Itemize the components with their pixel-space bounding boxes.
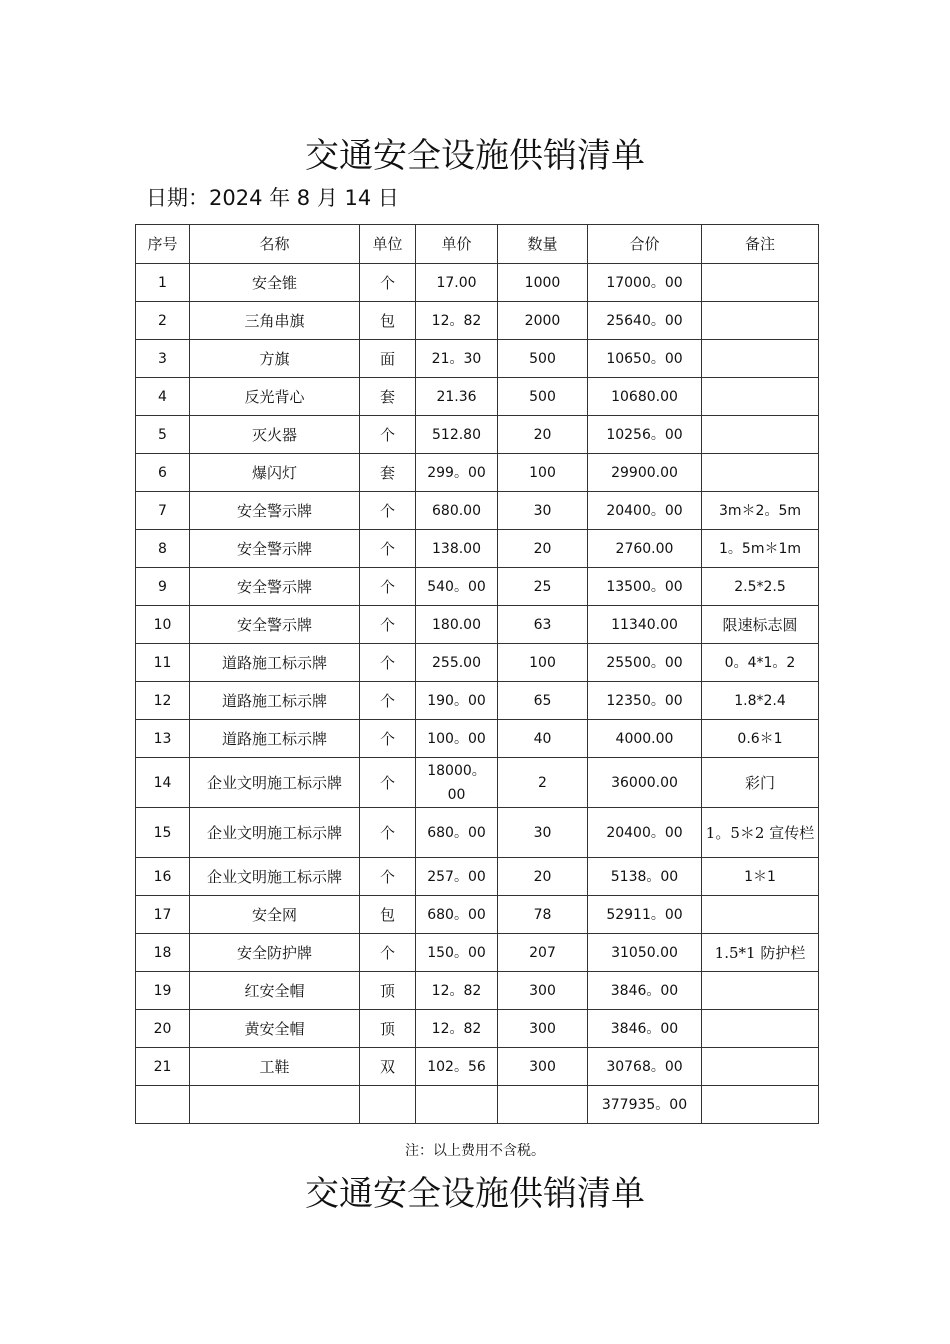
cell-unit-price: 190。00 (416, 682, 498, 720)
cell-name: 安全警示牌 (190, 606, 360, 644)
cell-unit-price: 12。82 (416, 302, 498, 340)
table-row (136, 896, 819, 934)
cell-remark: 1。5＊2 宣传栏 (702, 808, 819, 858)
cell-quantity: 300 (498, 972, 588, 1010)
cell-name: 企业文明施工标示牌 (190, 808, 360, 858)
cell-unit-price: 150。00 (416, 934, 498, 972)
cell-remark: 1.5*1 防护栏 (702, 934, 819, 972)
cell-index: 20 (136, 1010, 190, 1048)
table-row (136, 858, 819, 896)
cell-name: 安全警示牌 (190, 568, 360, 606)
cell-index: 17 (136, 896, 190, 934)
cell-unit: 个 (360, 568, 416, 606)
cell-name: 道路施工标示牌 (190, 644, 360, 682)
cell-index: 16 (136, 858, 190, 896)
cell-name: 灭火器 (190, 416, 360, 454)
cell-quantity: 30 (498, 492, 588, 530)
cell-index: 12 (136, 682, 190, 720)
cell-unit-price: 512.80 (416, 416, 498, 454)
cell-remark: 2.5*2.5 (702, 568, 819, 606)
cell-unit (360, 1086, 416, 1124)
cell-index: 13 (136, 720, 190, 758)
cell-remark: 1。5m＊1m (702, 530, 819, 568)
table-row (136, 758, 819, 808)
cell-total-price: 17000。00 (588, 264, 702, 302)
cell-total-price: 11340.00 (588, 606, 702, 644)
cell-unit-price: 299。00 (416, 454, 498, 492)
cell-unit: 个 (360, 530, 416, 568)
cell-quantity: 20 (498, 530, 588, 568)
cell-total-price: 29900.00 (588, 454, 702, 492)
cell-unit-price: 257。00 (416, 858, 498, 896)
cell-unit: 面 (360, 340, 416, 378)
table-row (136, 808, 819, 858)
table-row (136, 934, 819, 972)
cell-index: 14 (136, 758, 190, 808)
cell-name: 黄安全帽 (190, 1010, 360, 1048)
cell-unit: 包 (360, 302, 416, 340)
cell-unit-price: 102。56 (416, 1048, 498, 1086)
cell-unit-price: 12。82 (416, 972, 498, 1010)
table-row (136, 606, 819, 644)
cell-quantity: 63 (498, 606, 588, 644)
cell-index: 5 (136, 416, 190, 454)
cell-index: 6 (136, 454, 190, 492)
cell-total-price: 10650。00 (588, 340, 702, 378)
cell-index: 21 (136, 1048, 190, 1086)
cell-unit-price: 540。00 (416, 568, 498, 606)
cell-quantity: 40 (498, 720, 588, 758)
table-header-row (136, 225, 819, 264)
cell-total-price: 52911。00 (588, 896, 702, 934)
cell-name: 安全网 (190, 896, 360, 934)
cell-unit-price: 680。00 (416, 808, 498, 858)
document-title-repeat: 交通安全设施供销清单 (305, 1174, 645, 1214)
table-row (136, 530, 819, 568)
col-header-unit: 单位 (360, 225, 416, 264)
cell-unit-price: 680。00 (416, 896, 498, 934)
cell-name: 企业文明施工标示牌 (190, 758, 360, 808)
cell-unit-price (416, 1086, 498, 1124)
table-row (136, 972, 819, 1010)
table-total-row (136, 1086, 819, 1124)
cell-remark: 0。4*1。2 (702, 644, 819, 682)
cell-remark: 3m＊2。5m (702, 492, 819, 530)
table-row (136, 720, 819, 758)
cell-unit: 个 (360, 606, 416, 644)
cell-remark (702, 972, 819, 1010)
cell-unit: 个 (360, 758, 416, 808)
cell-remark (702, 340, 819, 378)
cell-total-price: 12350。00 (588, 682, 702, 720)
cell-name: 方旗 (190, 340, 360, 378)
cell-name: 三角串旗 (190, 302, 360, 340)
cell-index: 10 (136, 606, 190, 644)
cell-total-price: 10680.00 (588, 378, 702, 416)
table-row (136, 302, 819, 340)
table-row (136, 378, 819, 416)
cell-name: 安全警示牌 (190, 530, 360, 568)
cell-total-price: 20400。00 (588, 492, 702, 530)
cell-quantity: 500 (498, 378, 588, 416)
document-date: 日期：2024 年 8 月 14 日 (146, 186, 399, 210)
cell-remark: 限速标志圆 (702, 606, 819, 644)
cell-remark (702, 264, 819, 302)
cell-remark (702, 1048, 819, 1086)
cell-unit: 套 (360, 378, 416, 416)
table-row (136, 644, 819, 682)
cell-unit-price: 100。00 (416, 720, 498, 758)
cell-name: 爆闪灯 (190, 454, 360, 492)
cell-unit-price: 680.00 (416, 492, 498, 530)
cell-index (136, 1086, 190, 1124)
cell-total-price: 2760.00 (588, 530, 702, 568)
cell-name: 安全警示牌 (190, 492, 360, 530)
cell-quantity (498, 1086, 588, 1124)
cell-quantity: 300 (498, 1048, 588, 1086)
cell-index: 2 (136, 302, 190, 340)
cell-quantity: 300 (498, 1010, 588, 1048)
cell-name: 工鞋 (190, 1048, 360, 1086)
cell-unit: 个 (360, 416, 416, 454)
document-title: 交通安全设施供销清单 (305, 136, 645, 176)
col-header-unit-price: 单价 (416, 225, 498, 264)
cell-unit: 顶 (360, 972, 416, 1010)
cell-index: 15 (136, 808, 190, 858)
cell-unit: 个 (360, 492, 416, 530)
cell-unit: 个 (360, 808, 416, 858)
cell-total-price: 36000.00 (588, 758, 702, 808)
cell-remark: 1.8*2.4 (702, 682, 819, 720)
cell-name: 安全锥 (190, 264, 360, 302)
cell-quantity: 1000 (498, 264, 588, 302)
cell-quantity: 207 (498, 934, 588, 972)
cell-quantity: 500 (498, 340, 588, 378)
col-header-quantity: 数量 (498, 225, 588, 264)
cell-quantity: 20 (498, 416, 588, 454)
cell-name: 红安全帽 (190, 972, 360, 1010)
col-header-name: 名称 (190, 225, 360, 264)
cell-index: 8 (136, 530, 190, 568)
cell-total-price: 20400。00 (588, 808, 702, 858)
cell-unit: 个 (360, 682, 416, 720)
cell-remark (702, 896, 819, 934)
table-row (136, 264, 819, 302)
cell-unit: 个 (360, 264, 416, 302)
cell-total-price: 5138。00 (588, 858, 702, 896)
col-header-index: 序号 (136, 225, 190, 264)
cell-unit-price: 21。30 (416, 340, 498, 378)
cell-unit: 个 (360, 720, 416, 758)
cell-remark: 1＊1 (702, 858, 819, 896)
cell-remark (702, 302, 819, 340)
cell-remark (702, 454, 819, 492)
cell-total-price: 10256。00 (588, 416, 702, 454)
cell-unit-price: 180.00 (416, 606, 498, 644)
cell-remark: 0.6＊1 (702, 720, 819, 758)
cell-total-price: 13500。00 (588, 568, 702, 606)
cell-index: 18 (136, 934, 190, 972)
cell-remark (702, 1010, 819, 1048)
cell-total-price: 30768。00 (588, 1048, 702, 1086)
cell-total-price: 377935。00 (588, 1086, 702, 1124)
table-row (136, 682, 819, 720)
cell-quantity: 65 (498, 682, 588, 720)
cell-index: 4 (136, 378, 190, 416)
tax-note: 注：以上费用不含税。 (405, 1143, 545, 1159)
table-row (136, 1048, 819, 1086)
col-header-remark: 备注 (702, 225, 819, 264)
cell-total-price: 3846。00 (588, 972, 702, 1010)
cell-index: 19 (136, 972, 190, 1010)
cell-total-price: 25640。00 (588, 302, 702, 340)
table-body (136, 264, 819, 1124)
cell-index: 3 (136, 340, 190, 378)
cell-quantity: 78 (498, 896, 588, 934)
cell-quantity: 2 (498, 758, 588, 808)
cell-name: 企业文明施工标示牌 (190, 858, 360, 896)
cell-name: 道路施工标示牌 (190, 682, 360, 720)
cell-unit-price: 255.00 (416, 644, 498, 682)
col-header-total-price: 合价 (588, 225, 702, 264)
table-row (136, 454, 819, 492)
cell-total-price: 4000.00 (588, 720, 702, 758)
table-row (136, 1010, 819, 1048)
cell-unit-price: 21.36 (416, 378, 498, 416)
cell-unit: 双 (360, 1048, 416, 1086)
cell-remark (702, 378, 819, 416)
cell-quantity: 2000 (498, 302, 588, 340)
cell-unit: 个 (360, 934, 416, 972)
cell-total-price: 31050.00 (588, 934, 702, 972)
cell-quantity: 100 (498, 454, 588, 492)
cell-index: 11 (136, 644, 190, 682)
cell-remark (702, 1086, 819, 1124)
cell-unit: 个 (360, 644, 416, 682)
table-row (136, 492, 819, 530)
table-row (136, 340, 819, 378)
cell-unit-price: 17.00 (416, 264, 498, 302)
cell-index: 1 (136, 264, 190, 302)
cell-total-price: 3846。00 (588, 1010, 702, 1048)
cell-index: 9 (136, 568, 190, 606)
cell-unit: 个 (360, 858, 416, 896)
cell-name: 道路施工标示牌 (190, 720, 360, 758)
cell-quantity: 30 (498, 808, 588, 858)
cell-name: 反光背心 (190, 378, 360, 416)
cell-unit: 顶 (360, 1010, 416, 1048)
cell-unit: 套 (360, 454, 416, 492)
cell-unit-price: 12。82 (416, 1010, 498, 1048)
cell-index: 7 (136, 492, 190, 530)
table-row (136, 416, 819, 454)
cell-quantity: 20 (498, 858, 588, 896)
cell-remark (702, 416, 819, 454)
cell-name (190, 1086, 360, 1124)
cell-total-price: 25500。00 (588, 644, 702, 682)
cell-unit-price: 18000。00 (416, 758, 498, 808)
cell-unit: 包 (360, 896, 416, 934)
cell-name: 安全防护牌 (190, 934, 360, 972)
cell-unit-price: 138.00 (416, 530, 498, 568)
cell-remark: 彩门 (702, 758, 819, 808)
cell-quantity: 100 (498, 644, 588, 682)
cell-quantity: 25 (498, 568, 588, 606)
table-row (136, 568, 819, 606)
supply-table (135, 224, 819, 1124)
